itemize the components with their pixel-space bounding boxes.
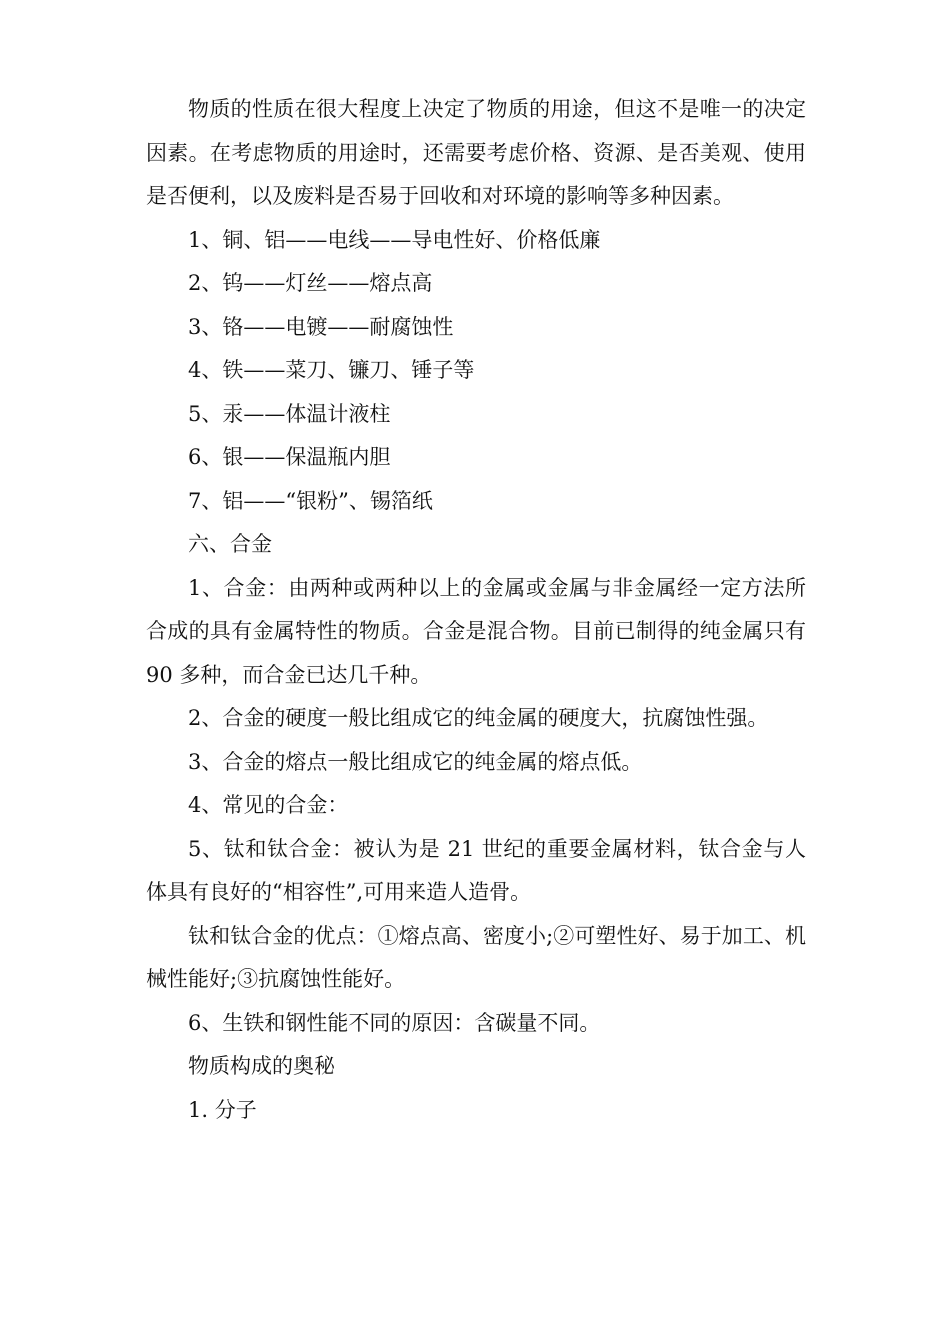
document-page	[146, 88, 806, 1132]
list-item-mercury: 5、汞——体温计液柱	[188, 401, 391, 426]
section-heading-matter: 物质构成的奥秘	[188, 1054, 335, 1078]
list-item-aluminum-foil: 7、铝——“银粉”、锡箔纸	[188, 488, 433, 513]
list-item-tungsten: 2、钨——灯丝——熔点高	[188, 271, 433, 295]
paragraph-alloy-melting-point: 3、合金的熔点一般比组成它的纯金属的熔点低。	[188, 749, 643, 774]
paragraph-common-alloys: 4、常见的合金：	[188, 793, 349, 817]
paragraph-alloy-hardness: 2、合金的硬度一般比组成它的纯金属的硬度大，抗腐蚀性强。	[188, 706, 769, 730]
paragraph-titanium: 5、钛和钛合金：被认为是 21 世纪的重要金属材料，钛合金与人体具有良好的“相容性”,可用来造人造骨。	[146, 836, 806, 904]
paragraph-titanium-advantages: 钛和钛合金的优点：①熔点高、密度小;②可塑性好、易于加工、机械性能好;③抗腐蚀性能好。	[146, 923, 806, 991]
list-item-copper-aluminum: 1、铜、铝——电线——导电性好、价格低廉	[188, 227, 601, 252]
list-item-iron: 4、铁——菜刀、镰刀、锤子等	[188, 358, 475, 382]
section-heading-alloy: 六、合金	[188, 532, 272, 556]
list-item-silver: 6、银——保温瓶内胆	[188, 445, 391, 469]
paragraph-alloy-definition: 1、合金：由两种或两种以上的金属或金属与非金属经一定方法所合成的具有金属特性的物质。合金是混合物。目前已制得的纯金属只有 90 多种，而合金已达几千种。	[146, 575, 806, 687]
paragraph-usage-factors: 物质的性质在很大程度上决定了物质的用途，但这不是唯一的决定因素。在考虑物质的用途时，还需要考虑价格、资源、是否美观、使用是否便利，以及废料是否易于回收和对环境的影响等多种因素。	[146, 97, 806, 208]
paragraph-molecule: 1. 分子	[188, 1097, 257, 1122]
paragraph-iron-steel: 6、生铁和钢性能不同的原因：含碳量不同。	[188, 1010, 601, 1035]
list-item-chromium: 3、铬——电镀——耐腐蚀性	[188, 314, 454, 339]
